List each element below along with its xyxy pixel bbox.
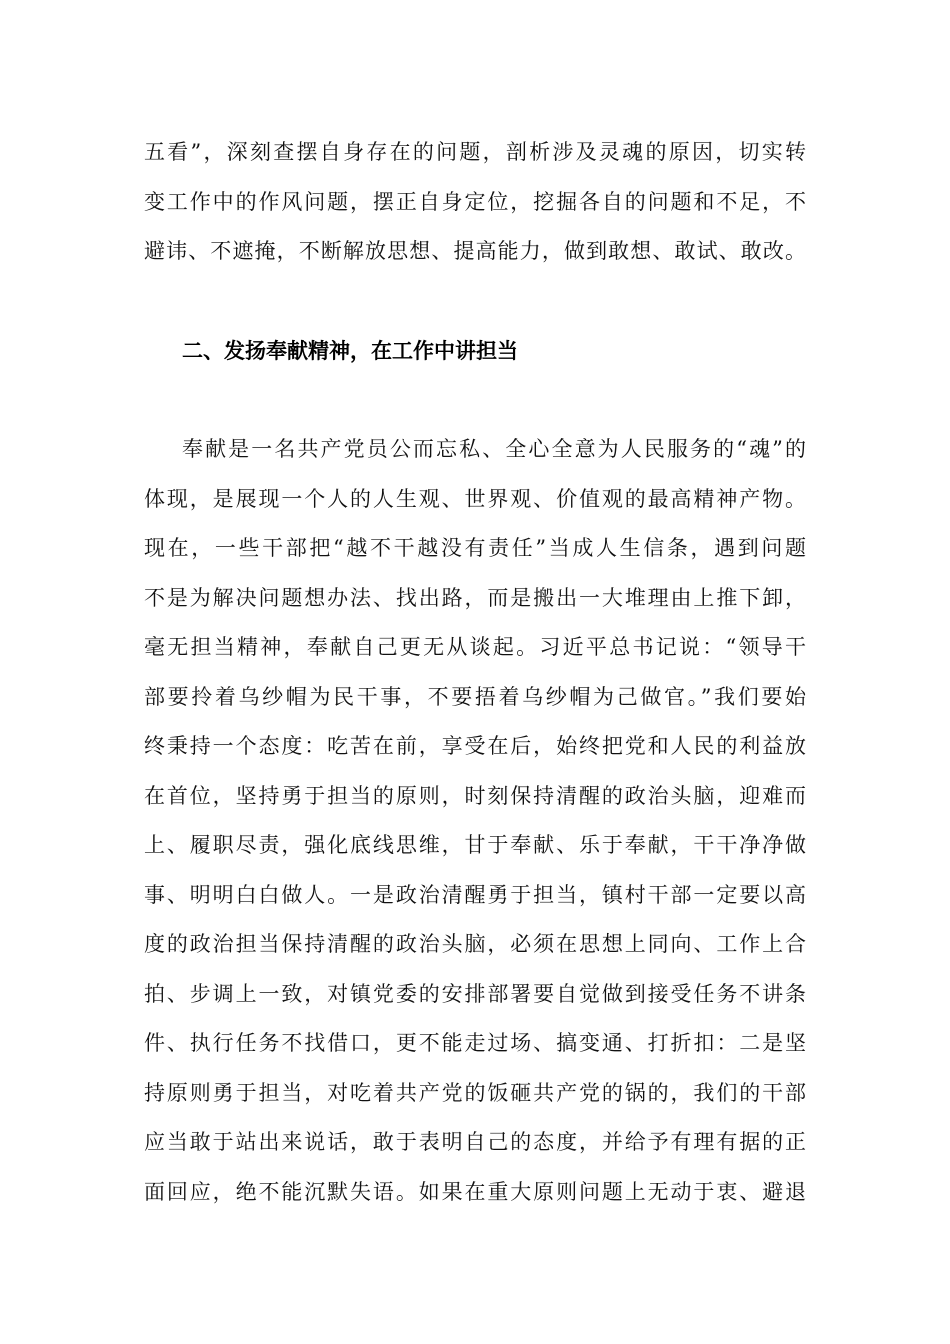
paragraph-2-line-5: 毫无担当精神，奉献自己更无从谈起。习近平总书记说：“领导干 [144, 635, 806, 659]
paragraph-2-line-10: 事、明明白白做人。一是政治清醒勇于担当，镇村干部一定要以高 [144, 883, 806, 907]
paragraph-1-line-3: 避讳、不遮掩，不断解放思想、提高能力，做到敢想、敢试、敢改。 [144, 239, 806, 263]
paragraph-2-line-11: 度的政治担当保持清醒的政治头脑，必须在思想上同向、工作上合 [144, 932, 806, 956]
paragraph-2-line-12: 拍、步调上一致，对镇党委的安排部署要自觉做到接受任务不讲条 [144, 982, 806, 1006]
paragraph-2-line-1: 奉献是一名共产党员公而忘私、全心全意为人民服务的“魂”的 [182, 437, 806, 461]
paragraph-2-line-7: 终秉持一个态度：吃苦在前，享受在后，始终把党和人民的利益放 [144, 734, 806, 758]
paragraph-1-line-1: 五看”，深刻查摆自身存在的问题，剖析涉及灵魂的原因，切实转 [144, 140, 806, 164]
paragraph-2-line-15: 应当敢于站出来说话，敢于表明自己的态度，并给予有理有据的正 [144, 1130, 806, 1154]
paragraph-2-line-9: 上、履职尽责，强化底线思维，甘于奉献、乐于奉献，干干净净做 [144, 833, 806, 857]
paragraph-2-line-13: 件、执行任务不找借口，更不能走过场、搞变通、打折扣：二是坚 [144, 1031, 806, 1055]
paragraph-2-line-8: 在首位，坚持勇于担当的原则，时刻保持清醒的政治头脑，迎难而 [144, 784, 806, 808]
paragraph-2-line-4: 不是为解决问题想办法、找出路，而是搬出一大堆理由上推下卸， [144, 586, 806, 610]
paragraph-2-line-16: 面回应，绝不能沉默失语。如果在重大原则问题上无动于衷、避退 [144, 1180, 806, 1204]
paragraph-2-line-3: 现在，一些干部把“越不干越没有责任”当成人生信条，遇到问题 [144, 536, 806, 560]
paragraph-1-line-2: 变工作中的作风问题，摆正自身定位，挖掘各自的问题和不足，不 [144, 190, 806, 214]
paragraph-2-line-6: 部要拎着乌纱帽为民干事，不要捂着乌纱帽为己做官。”我们要始 [144, 685, 806, 709]
paragraph-2-line-2: 体现，是展现一个人的人生观、世界观、价值观的最高精神产物。 [144, 487, 806, 511]
section-heading: 二、发扬奉献精神，在工作中讲担当 [182, 339, 518, 363]
paragraph-2-line-14: 持原则勇于担当，对吃着共产党的饭砸共产党的锅的，我们的干部 [144, 1081, 806, 1105]
